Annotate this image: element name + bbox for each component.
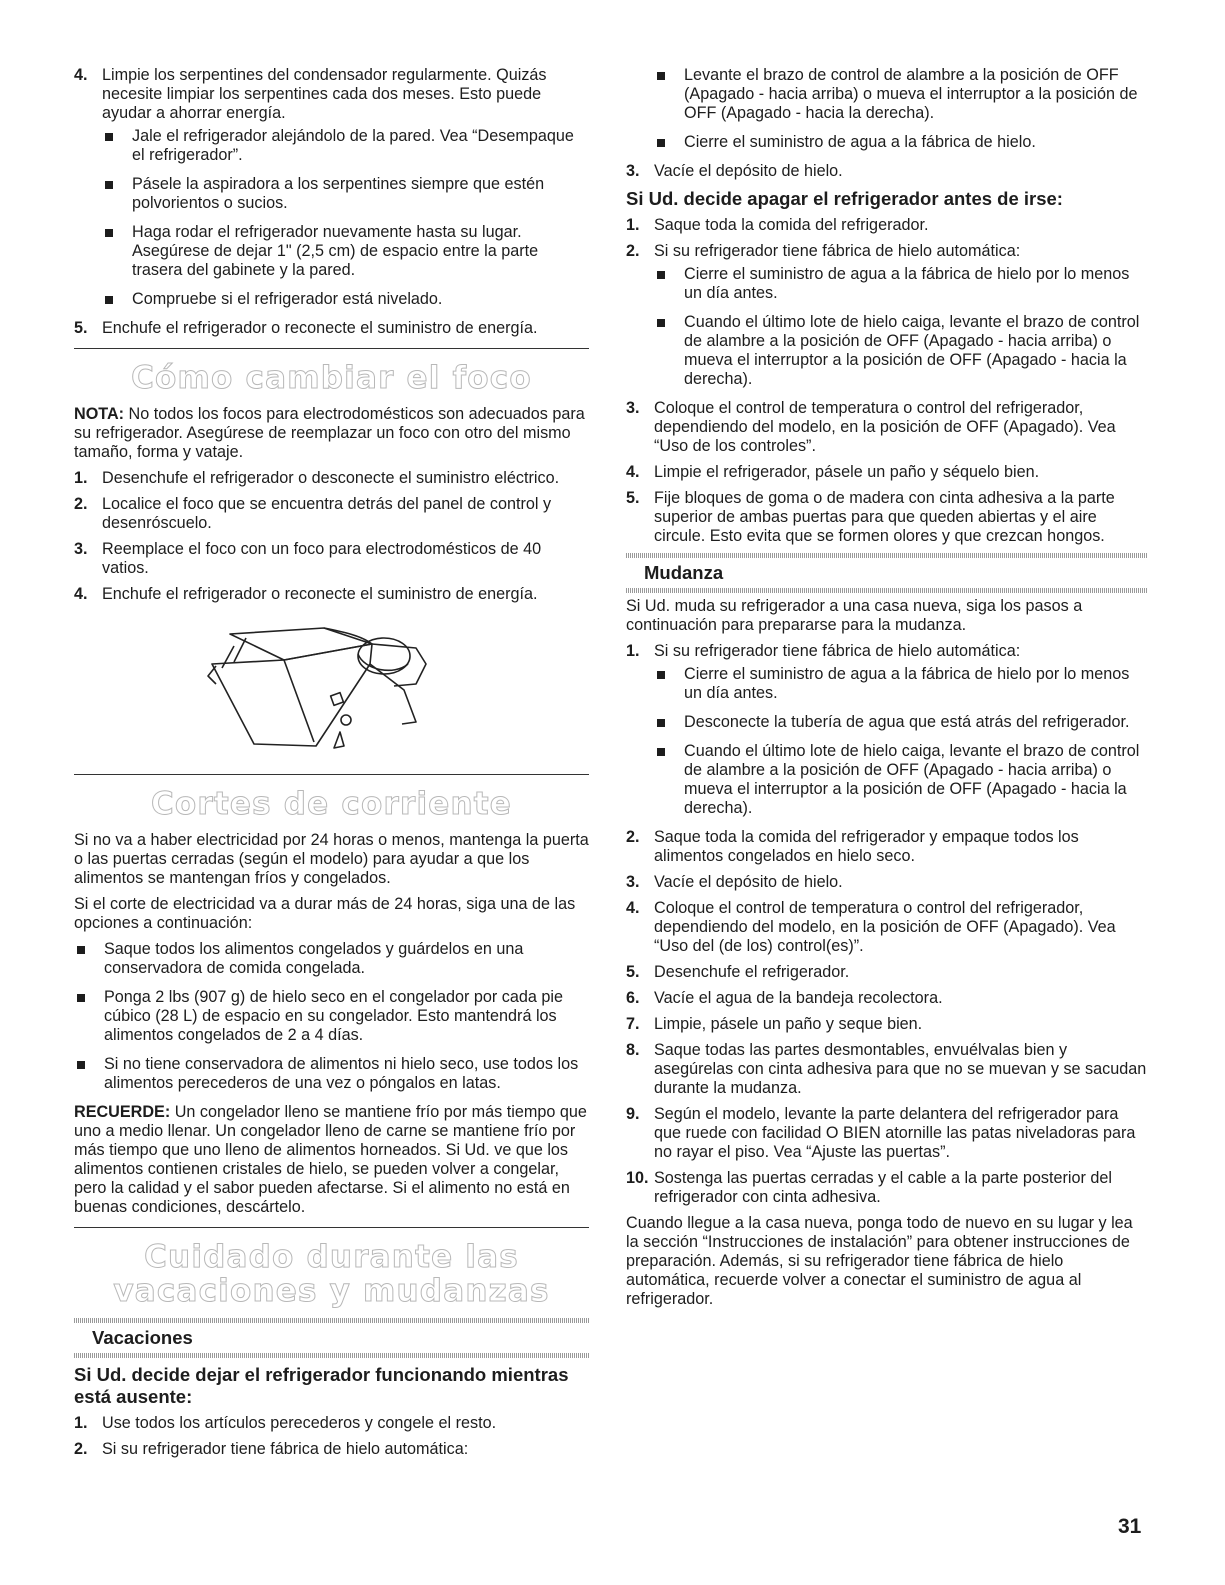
list-item xyxy=(74,585,589,604)
list-item: Pásele la aspiradora a los serpentines siempre que estén polvorientos o sucios. xyxy=(102,175,589,213)
step-text: Vacíe el agua de la bandeja recolectora. xyxy=(654,989,943,1007)
list-item xyxy=(626,162,1148,181)
cleaning-steps xyxy=(74,66,589,338)
remember-paragraph xyxy=(74,1103,589,1217)
list-item xyxy=(626,489,1148,546)
step-number: 5. xyxy=(626,489,640,507)
list-item xyxy=(626,1105,1148,1162)
step-number: 1. xyxy=(626,216,640,234)
light-cover-illustration xyxy=(194,624,454,754)
step-text: Enchufe el refrigerador o reconecte el suministro de energía. xyxy=(102,319,538,337)
step-number: 2. xyxy=(626,242,640,260)
note-text: No todos los focos para electrodomésticos son adecuados para su refrigerador. Asegúrese de reemplazar un foco con otro del mismo tamaño, forma y vataje. xyxy=(74,405,585,461)
section-title-outage: Cortes de corriente xyxy=(150,786,513,822)
list-item xyxy=(626,828,1148,866)
remember-label: RECUERDE: xyxy=(74,1103,171,1121)
step-text: Localice el foco que se encuentra detrás del panel de control y desenróscuelo. xyxy=(102,495,552,532)
bulb-steps xyxy=(74,469,589,604)
vacation-steps xyxy=(74,1414,589,1459)
step-text: Saque todas las partes desmontables, envuélvalas bien y asegúrelas con cinta adhesiva para que no se muevan y se sacudan durante la mudanza. xyxy=(654,1041,1147,1097)
list-item xyxy=(74,319,589,338)
step-number: 1. xyxy=(626,642,640,660)
step-number: 2. xyxy=(74,495,88,513)
list-item xyxy=(626,1041,1148,1098)
list-item xyxy=(74,540,589,578)
list-item: Cuando el último lote de hielo caiga, levante el brazo de control de alambre a la posición de OFF (Apagado - hacia arriba) o mueva el interruptor a la posición de OFF (Apagado - hacia la derecha). xyxy=(654,313,1148,389)
step-number: 4. xyxy=(74,66,88,84)
step-number: 1. xyxy=(74,1414,88,1432)
dotted-rule xyxy=(74,1353,589,1358)
section-divider xyxy=(74,348,589,349)
step-text: Coloque el control de temperatura o control del refrigerador, dependiendo del modelo, en la posición de OFF (Apagado). Vea “Uso de los controles”. xyxy=(654,399,1116,455)
subhead-turn-off: Si Ud. decide apagar el refrigerador antes de irse: xyxy=(626,188,1063,209)
cover-top-face xyxy=(230,628,372,660)
list-item: Compruebe si el refrigerador está nivelado. xyxy=(102,290,589,309)
note-paragraph xyxy=(74,405,589,462)
step-text: Desenchufe el refrigerador o desconecte el suministro eléctrico. xyxy=(102,469,560,487)
step-text: Sostenga las puertas cerradas y el cable a la parte posterior del refrigerador con cinta adhesiva. xyxy=(654,1169,1113,1206)
step-number: 3. xyxy=(626,873,640,891)
step-number: 4. xyxy=(626,463,640,481)
step-number: 6. xyxy=(626,989,640,1007)
outage-paragraph-1: Si no va a haber electricidad por 24 horas o menos, mantenga la puerta o las puertas cerradas (según el modelo) para ayudar a que los alimentos se mantengan fríos y congelados. xyxy=(74,831,589,887)
list-item: Saque todos los alimentos congelados y guárdelos en una conservadora de comida congelada. xyxy=(46,940,589,978)
list-item: Levante el brazo de control de alambre a la posición de OFF (Apagado - hacia arriba) o mueva el interruptor a la posición de OFF (Apagado - hacia la derecha). xyxy=(626,66,1148,123)
step-text: Si su refrigerador tiene fábrica de hielo automática: xyxy=(654,242,1021,260)
step-text: Coloque el control de temperatura o control del refrigerador, dependiendo del modelo, en la posición de OFF (Apagado). Vea “Uso del (de los) control(es)”. xyxy=(654,899,1116,955)
step-number: 2. xyxy=(74,1440,88,1458)
step-number: 2. xyxy=(626,828,640,846)
moving-steps xyxy=(626,642,1148,1207)
step-text: Vacíe el depósito de hielo. xyxy=(654,873,843,891)
right-column xyxy=(626,66,1148,1316)
dotted-rule xyxy=(626,553,1148,558)
section-title-bulb: Cómo cambiar el foco xyxy=(131,360,532,396)
list-item xyxy=(626,642,1148,818)
list-item xyxy=(626,242,1148,389)
moving-outro: Cuando llegue a la casa nueva, ponga todo de nuevo en su lugar y lea la sección “Instrucciones de instalación” para obtener instrucciones de preparación. Además, si su refrigerador tiene fábrica de hielo automática, recuerde volver a conectar el suministro de agua al refrigerador. xyxy=(626,1214,1133,1308)
list-item: Jale el refrigerador alejándolo de la pared. Vea “Desempaque el refrigerador”. xyxy=(102,127,589,165)
step-number: 3. xyxy=(74,540,88,558)
list-item: Cuando el último lote de hielo caiga, levante el brazo de control de alambre a la posición de OFF (Apagado - hacia arriba) o mueva el interruptor a la posición de OFF (Apagado - hacia la derecha). xyxy=(654,742,1148,818)
bulb-socket xyxy=(358,638,410,674)
continued-bullets xyxy=(626,66,1148,152)
list-item xyxy=(626,963,1148,982)
outage-bullets xyxy=(46,940,589,1093)
step-text: Vacíe el depósito de hielo. xyxy=(654,162,843,180)
bullet-list xyxy=(654,265,1148,389)
step-number: 3. xyxy=(626,399,640,417)
bullet-list xyxy=(102,127,589,309)
list-item xyxy=(74,1414,589,1433)
subhead-keep-running: Si Ud. decide dejar el refrigerador funcionando mientras está ausente: xyxy=(74,1364,569,1407)
step-text: Limpie el refrigerador, pásele un paño y séquelo bien. xyxy=(654,463,1040,481)
step-number: 4. xyxy=(74,585,88,603)
step-text: Limpie, pásele un paño y seque bien. xyxy=(654,1015,923,1033)
moving-intro: Si Ud. muda su refrigerador a una casa nueva, siga los pasos a continuación para prepararse para la mudanza. xyxy=(626,597,1083,634)
subhead-vacation: Vacaciones xyxy=(92,1327,193,1348)
step-text: Use todos los artículos perecederos y congele el resto. xyxy=(102,1414,497,1432)
section-divider xyxy=(74,1227,589,1228)
step-text: Fije bloques de goma o de madera con cinta adhesiva a la parte superior de ambas puertas para que queden abiertas y el aire circule. Esto evita que se formen olores y que crezcan hongos. xyxy=(654,489,1115,545)
step-number: 5. xyxy=(74,319,88,337)
bracket-outline xyxy=(372,644,426,686)
step-number: 9. xyxy=(626,1105,640,1123)
section-title-vacation: Cuidado durante las vacaciones y mudanzas xyxy=(113,1239,550,1309)
list-item: Haga rodar el refrigerador nuevamente hasta su lugar. Asegúrese de dejar 1" (2,5 cm) de espacio entre la parte trasera del gabinete y la pared. xyxy=(102,223,589,280)
list-item xyxy=(626,399,1148,456)
list-item xyxy=(626,1015,1148,1034)
list-item xyxy=(626,989,1148,1008)
list-item: Desconecte la tubería de agua que está atrás del refrigerador. xyxy=(654,713,1148,732)
list-item xyxy=(626,1169,1148,1207)
subhead-moving: Mudanza xyxy=(644,562,724,583)
step-text: Enchufe el refrigerador o reconecte el suministro de energía. xyxy=(102,585,538,603)
step-number: 4. xyxy=(626,899,640,917)
list-item xyxy=(74,1440,589,1459)
outage-paragraph-2: Si el corte de electricidad va a durar más de 24 horas, siga una de las opciones a continuación: xyxy=(74,895,576,932)
step-text: Saque toda la comida del refrigerador. xyxy=(654,216,929,234)
dotted-rule xyxy=(74,1318,589,1323)
continued-steps xyxy=(626,162,1148,181)
step-text: Si su refrigerador tiene fábrica de hielo automática: xyxy=(654,642,1021,660)
list-item: Cierre el suministro de agua a la fábrica de hielo. xyxy=(626,133,1148,152)
list-item: Cierre el suministro de agua a la fábrica de hielo por lo menos un día antes. xyxy=(654,665,1148,703)
dotted-rule xyxy=(626,588,1148,593)
list-item xyxy=(626,899,1148,956)
list-item: Cierre el suministro de agua a la fábrica de hielo por lo menos un día antes. xyxy=(654,265,1148,303)
list-item: Ponga 2 lbs (907 g) de hielo seco en el congelador por cada pie cúbico (28 L) de espacio en su congelador. Esto mantendrá los alimentos congelados de 2 a 4 días. xyxy=(46,988,589,1045)
list-item xyxy=(626,216,1148,235)
list-item xyxy=(74,495,589,533)
page-number: 31 xyxy=(1118,1515,1142,1538)
left-column xyxy=(74,66,589,1466)
step-text: Limpie los serpentines del condensador regularmente. Quizás necesite limpiar los serpentines cada dos meses. Esto puede ayudar a ahorrar energía. xyxy=(102,66,547,122)
list-item xyxy=(626,873,1148,892)
section-divider xyxy=(74,774,589,775)
step-number: 1. xyxy=(74,469,88,487)
cover-fold-line xyxy=(284,660,314,742)
step-number: 5. xyxy=(626,963,640,981)
step-text: Reemplace el foco con un foco para electrodomésticos de 40 vatios. xyxy=(102,540,542,577)
step-number: 8. xyxy=(626,1041,640,1059)
list-item xyxy=(74,66,589,309)
remember-text: Un congelador lleno se mantiene frío por más tiempo que uno a medio llenar. Un congelador lleno de carne se mantiene frío por más tiempo que uno lleno de alimentos horneados. Si Ud. ve que los alimentos contienen cristales de hielo, se pueden volver a congelar, pero la calidad y el sabor pueden afectarse. Si el alimento no está en buenas condiciones, descártelo. xyxy=(74,1103,587,1216)
turn-off-steps xyxy=(626,216,1148,546)
step-number: 10. xyxy=(626,1169,649,1187)
list-item xyxy=(626,463,1148,482)
list-item: Si no tiene conservadora de alimentos ni hielo seco, use todos los alimentos perecederos de una vez o póngalos en latas. xyxy=(46,1055,589,1093)
step-text: Saque toda la comida del refrigerador y empaque todos los alimentos congelados en hielo seco. xyxy=(654,828,1079,865)
bullet-list xyxy=(654,665,1148,818)
step-text: Desenchufe el refrigerador. xyxy=(654,963,850,981)
note-label: NOTA: xyxy=(74,405,125,423)
step-text: Si su refrigerador tiene fábrica de hielo automática: xyxy=(102,1440,469,1458)
list-item xyxy=(74,469,589,488)
step-number: 3. xyxy=(626,162,640,180)
step-text: Según el modelo, levante la parte delantera del refrigerador para que ruede con facilidad O BIEN atornille las patas niveladoras para no rayar el piso. Vea “Ajuste las puertas”. xyxy=(654,1105,1136,1161)
step-number: 7. xyxy=(626,1015,640,1033)
